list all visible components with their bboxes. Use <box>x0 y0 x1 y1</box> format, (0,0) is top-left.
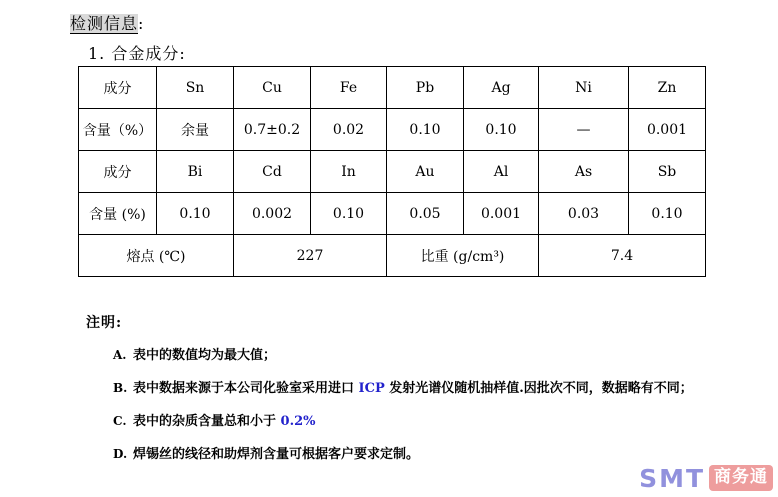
table-cell: As <box>539 151 629 193</box>
note-text: 发射光谱仪随机抽样值.因批次不同，数据略有不同； <box>384 381 693 396</box>
table-cell: 0.001 <box>464 193 539 235</box>
smt-logo-text: SMT <box>639 463 705 493</box>
table-cell: 0.7±0.2 <box>234 109 311 151</box>
section-title: 1. 合金成分: <box>88 44 186 63</box>
note-text: 表中数据来源于本公司化验室采用进口 <box>133 381 359 396</box>
density-label: 比重 (g/cm³) <box>387 235 539 277</box>
row-header-content: 含量 (%) <box>79 193 157 235</box>
row-header-component: 成分 <box>79 151 157 193</box>
note-letter: C. <box>113 414 127 428</box>
table-cell: Sb <box>629 151 706 193</box>
table-cell: 0.02 <box>311 109 387 151</box>
note-item-c <box>86 413 693 430</box>
page-title <box>70 11 144 34</box>
table-row-component-2 <box>79 151 706 193</box>
page-title-highlight: 检测信息 <box>70 14 139 33</box>
table-cell: 0.10 <box>629 193 706 235</box>
row-header-content: 含量（%） <box>79 109 157 151</box>
note-text-highlighted: 0.2% <box>280 414 316 429</box>
table-cell: Ni <box>539 67 629 109</box>
note-item-d <box>86 446 693 463</box>
table-cell: 0.10 <box>387 109 464 151</box>
table-cell: 0.05 <box>387 193 464 235</box>
table-cell: Au <box>387 151 464 193</box>
note-text: 表中的杂质含量总和小于 <box>133 414 281 429</box>
table-cell: Bi <box>157 151 234 193</box>
table-cell: Cd <box>234 151 311 193</box>
table-cell: 0.10 <box>311 193 387 235</box>
melting-point-label: 熔点 (℃) <box>79 235 234 277</box>
smt-watermark <box>639 465 773 491</box>
table-cell: 0.10 <box>464 109 539 151</box>
page-title-colon: : <box>138 14 145 33</box>
note-text: 表中的数值均为最大值； <box>133 348 277 363</box>
table-cell: 0.001 <box>629 109 706 151</box>
table-cell: Fe <box>311 67 387 109</box>
alloy-composition-table <box>78 66 706 277</box>
table-cell: Pb <box>387 67 464 109</box>
table-cell: 0.002 <box>234 193 311 235</box>
table-cell: Zn <box>629 67 706 109</box>
note-letter: D. <box>113 447 128 461</box>
smt-badge: 商务通 <box>709 465 773 491</box>
table-cell: In <box>311 151 387 193</box>
table-cell: — <box>539 109 629 151</box>
row-header-component: 成分 <box>79 67 157 109</box>
note-item-a <box>86 347 693 364</box>
density-value: 7.4 <box>539 235 706 277</box>
note-letter: A. <box>113 348 127 362</box>
note-text: 焊锡丝的线径和助焊剂含量可根据客户要求定制。 <box>133 447 420 462</box>
table-cell: Cu <box>234 67 311 109</box>
table-cell: Ag <box>464 67 539 109</box>
table-cell: Sn <box>157 67 234 109</box>
table-row-content-1 <box>79 109 706 151</box>
note-text-highlighted: ICP <box>358 381 385 396</box>
note-letter: B. <box>113 381 128 395</box>
table-row-component-1 <box>79 67 706 109</box>
note-item-b <box>86 380 693 397</box>
table-cell: Al <box>464 151 539 193</box>
table-cell: 余量 <box>157 109 234 151</box>
table-row-content-2 <box>79 193 706 235</box>
notes-heading: 注明: <box>86 315 123 331</box>
table-row-properties <box>79 235 706 277</box>
melting-point-value: 227 <box>234 235 387 277</box>
table-cell: 0.10 <box>157 193 234 235</box>
table-cell: 0.03 <box>539 193 629 235</box>
notes-section <box>86 315 693 479</box>
